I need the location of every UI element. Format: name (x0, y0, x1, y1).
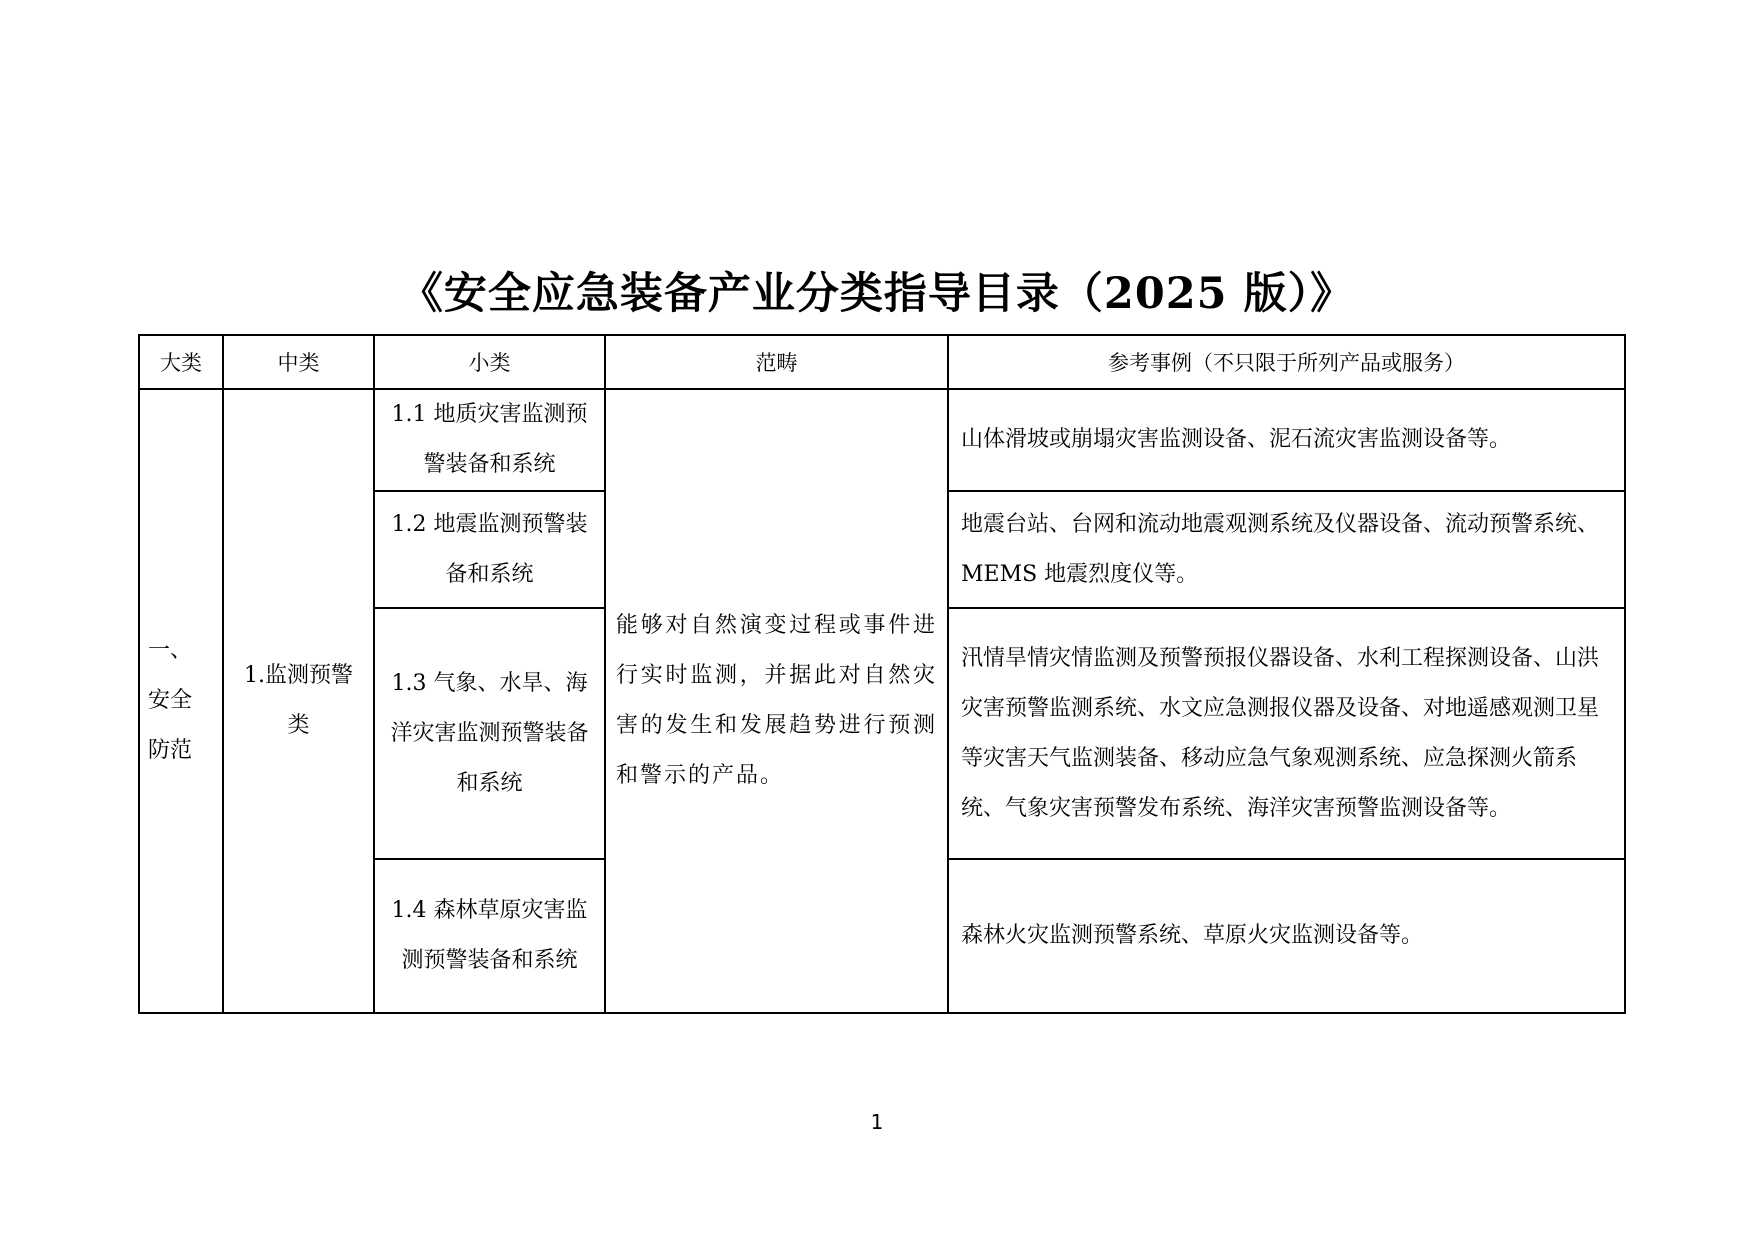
sub-category-cell: 1.3 气象、水旱、海洋灾害监测预警装备和系统 (374, 608, 605, 859)
examples-cell: 地震台站、台网和流动地震观测系统及仪器设备、流动预警系统、MEMS 地震烈度仪等。 (948, 491, 1625, 608)
header-mid-category: 中类 (223, 335, 374, 389)
examples-cell: 汛情旱情灾情监测及预警预报仪器设备、水利工程探测设备、山洪灾害预警监测系统、水文应急测报仪器及设备、对地遥感观测卫星等灾害天气监测装备、移动应急气象观测系统、应急探测火箭系统、气象灾害预警发布系统、海洋灾害预警监测设备等。 (948, 608, 1625, 859)
header-major-category: 大类 (139, 335, 223, 389)
major-category-cell (139, 389, 223, 1013)
sub-category-cell: 1.4 森林草原灾害监测预警装备和系统 (374, 859, 605, 1013)
sub-category-cell: 1.2 地震监测预警装备和系统 (374, 491, 605, 608)
header-scope: 范畴 (605, 335, 948, 389)
page-number: 1 (870, 1110, 884, 1134)
header-examples: 参考事例（不只限于所列产品或服务） (948, 335, 1625, 389)
examples-cell: 山体滑坡或崩塌灾害监测设备、泥石流灾害监测设备等。 (948, 389, 1625, 491)
major-category-line: 防范 (148, 738, 193, 763)
examples-cell: 森林火灾监测预警系统、草原火灾监测设备等。 (948, 859, 1625, 1013)
major-category-line: 安全 (148, 688, 193, 713)
table-row (139, 389, 1625, 491)
catalog-table (138, 334, 1626, 1014)
header-sub-category: 小类 (374, 335, 605, 389)
table-header-row (139, 335, 1625, 389)
major-category-line: 一、 (148, 638, 193, 663)
document-title: 《安全应急装备产业分类指导目录（2025 版）》 (399, 269, 1355, 319)
scope-cell: 能够对自然演变过程或事件进行实时监测，并据此对自然灾害的发生和发展趋势进行预测和警示的产品。 (605, 389, 948, 1013)
mid-category-cell: 1.监测预警类 (223, 389, 374, 1013)
sub-category-cell: 1.1 地质灾害监测预警装备和系统 (374, 389, 605, 491)
